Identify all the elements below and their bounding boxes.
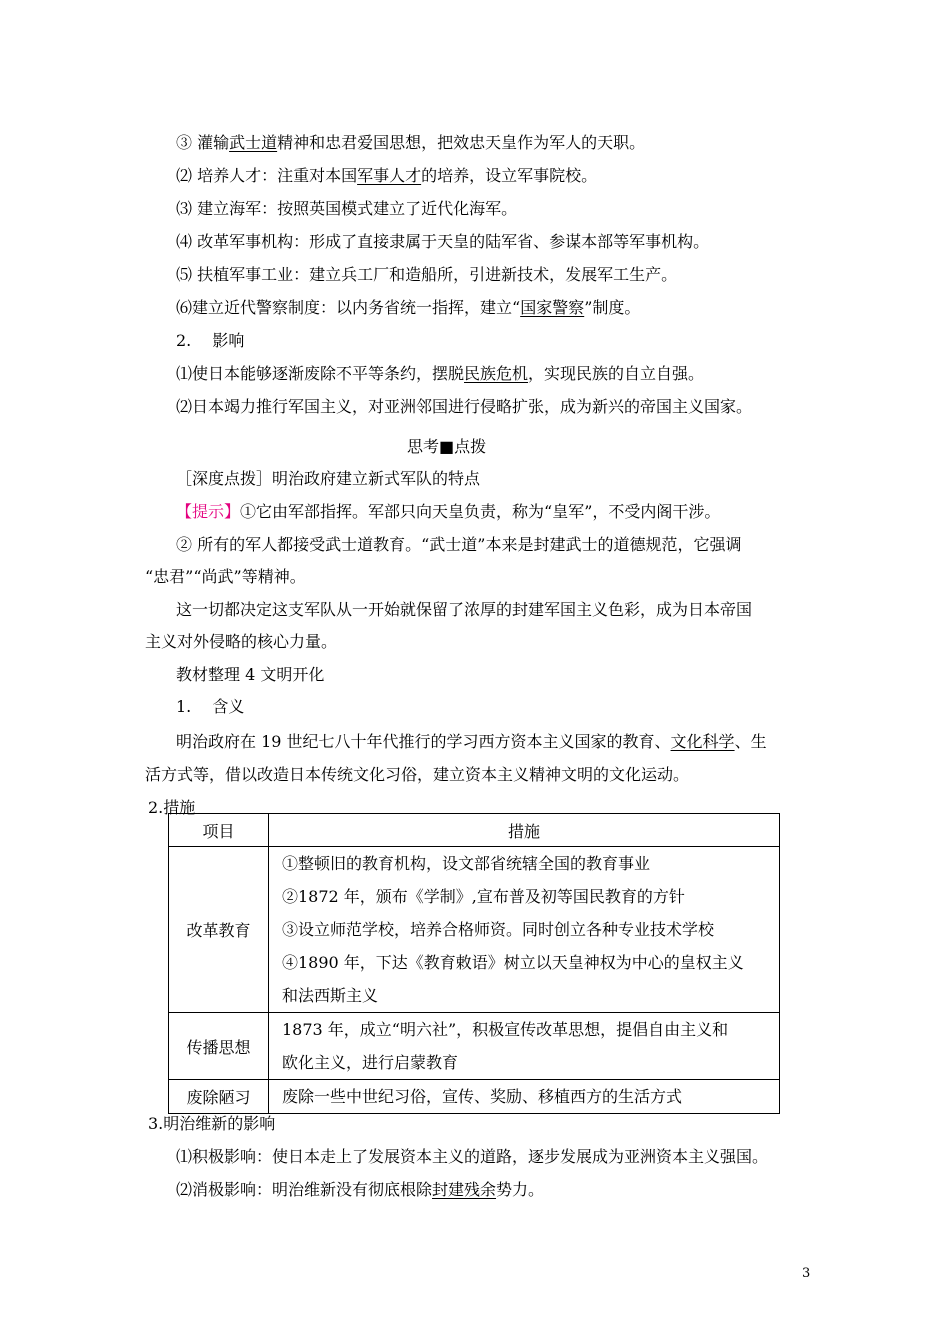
think-hint: 【提示】①它由军部指挥。军部只向天皇负责，称为“皇军”，不受内阁干涉。 — [176, 502, 721, 521]
row-measures — [269, 847, 780, 1013]
meaning-heading: 1. 含义 — [176, 697, 245, 716]
row-measures — [269, 1080, 780, 1114]
think-line-5: 主义对外侵略的核心力量。 — [145, 632, 338, 651]
row-measures — [269, 1013, 780, 1080]
measure-line: 1873 年，成立“明六社”，积极宣传改革思想，提倡自由主义和 — [282, 1020, 729, 1039]
section-title: 教材整理 4 文明开化 — [176, 665, 325, 684]
measure-line: ②1872 年，颁布《学制》,宣布普及初等国民教育的方针 — [282, 887, 685, 906]
measure-line: 和法西斯主义 — [282, 986, 379, 1005]
military-item-agency: ⑷ 改革军事机构：形成了直接隶属于天皇的陆军省、参谋本部等军事机构。 — [176, 232, 710, 251]
think-title: 思考■点拨 — [407, 437, 487, 456]
row-category: 传播思想 — [169, 1013, 269, 1080]
meiji-influence-heading: 3.明治维新的影响 — [148, 1114, 276, 1133]
col-item-header: 项目 — [169, 814, 269, 847]
measure-line: ④1890 年，下达《教育敕语》树立以天皇神权为中心的皇权主义 — [282, 953, 744, 972]
think-line-2: ② 所有的军人都接受武士道教育。“武士道”本来是封建武士的道德规范，它强调 — [176, 535, 742, 554]
military-item-police: ⑹建立近代警察制度：以内务省统一指挥，建立“国家警察”制度。 — [176, 298, 641, 317]
think-line-4: 这一切都决定这支军队从一开始就保留了浓厚的封建军国主义色彩，成为日本帝国 — [176, 600, 753, 619]
influence-item-1: ⑴使日本能够逐渐废除不平等条约，摆脱民族危机，实现民族的自立自强。 — [176, 364, 705, 383]
meaning-line-2: 活方式等，借以改造日本传统文化习俗，建立资本主义精神文明的文化运动。 — [145, 765, 690, 784]
measure-line: 欧化主义，进行启蒙教育 — [282, 1053, 459, 1072]
measure-line: 废除一些中世纪习俗，宣传、奖励、移植西方的生活方式 — [282, 1087, 683, 1106]
military-item-3: ③ 灌输武士道精神和忠君爱国思想，把效忠天皇作为军人的天职。 — [176, 133, 646, 152]
measure-line: ①整顿旧的教育机构，设文部省统辖全国的教育事业 — [282, 854, 651, 873]
table-row — [169, 847, 780, 1013]
meaning-line-1: 明治政府在 19 世纪七八十年代推行的学习西方资本主义国家的教育、文化科学、生 — [176, 732, 767, 751]
table-row — [169, 1013, 780, 1080]
think-line-3: “忠君”“尚武”等精神。 — [145, 567, 306, 586]
measures-table — [168, 813, 780, 1114]
table-row — [169, 1080, 780, 1114]
measures-heading: 2.措施 — [148, 798, 196, 817]
influence-heading: 2. 影响 — [176, 331, 245, 350]
hint-label: 【提示】 — [176, 502, 241, 521]
military-item-industry: ⑸ 扶植军事工业：建立兵工厂和造船所，引进新技术，发展军工生产。 — [176, 265, 678, 284]
think-question: ［深度点拨］明治政府建立新式军队的特点 — [176, 469, 481, 488]
meiji-negative: ⑵消极影响：明治维新没有彻底根除封建残余势力。 — [176, 1180, 545, 1199]
table-header-row — [169, 814, 780, 847]
row-category: 改革教育 — [169, 847, 269, 1013]
military-item-talent: ⑵ 培养人才：注重对本国军事人才的培养，设立军事院校。 — [176, 166, 598, 185]
row-category: 废除陋习 — [169, 1080, 269, 1114]
page-number: 3 — [802, 1266, 811, 1281]
measure-line: ③设立师范学校，培养合格师资。同时创立各种专业技术学校 — [282, 920, 715, 939]
meiji-positive: ⑴积极影响：使日本走上了发展资本主义的道路，逐步发展成为亚洲资本主义强国。 — [176, 1147, 769, 1166]
col-measure-header: 措施 — [269, 814, 780, 847]
military-item-navy: ⑶ 建立海军：按照英国模式建立了近代化海军。 — [176, 199, 518, 218]
influence-item-2: ⑵日本竭力推行军国主义，对亚洲邻国进行侵略扩张，成为新兴的帝国主义国家。 — [176, 397, 753, 416]
